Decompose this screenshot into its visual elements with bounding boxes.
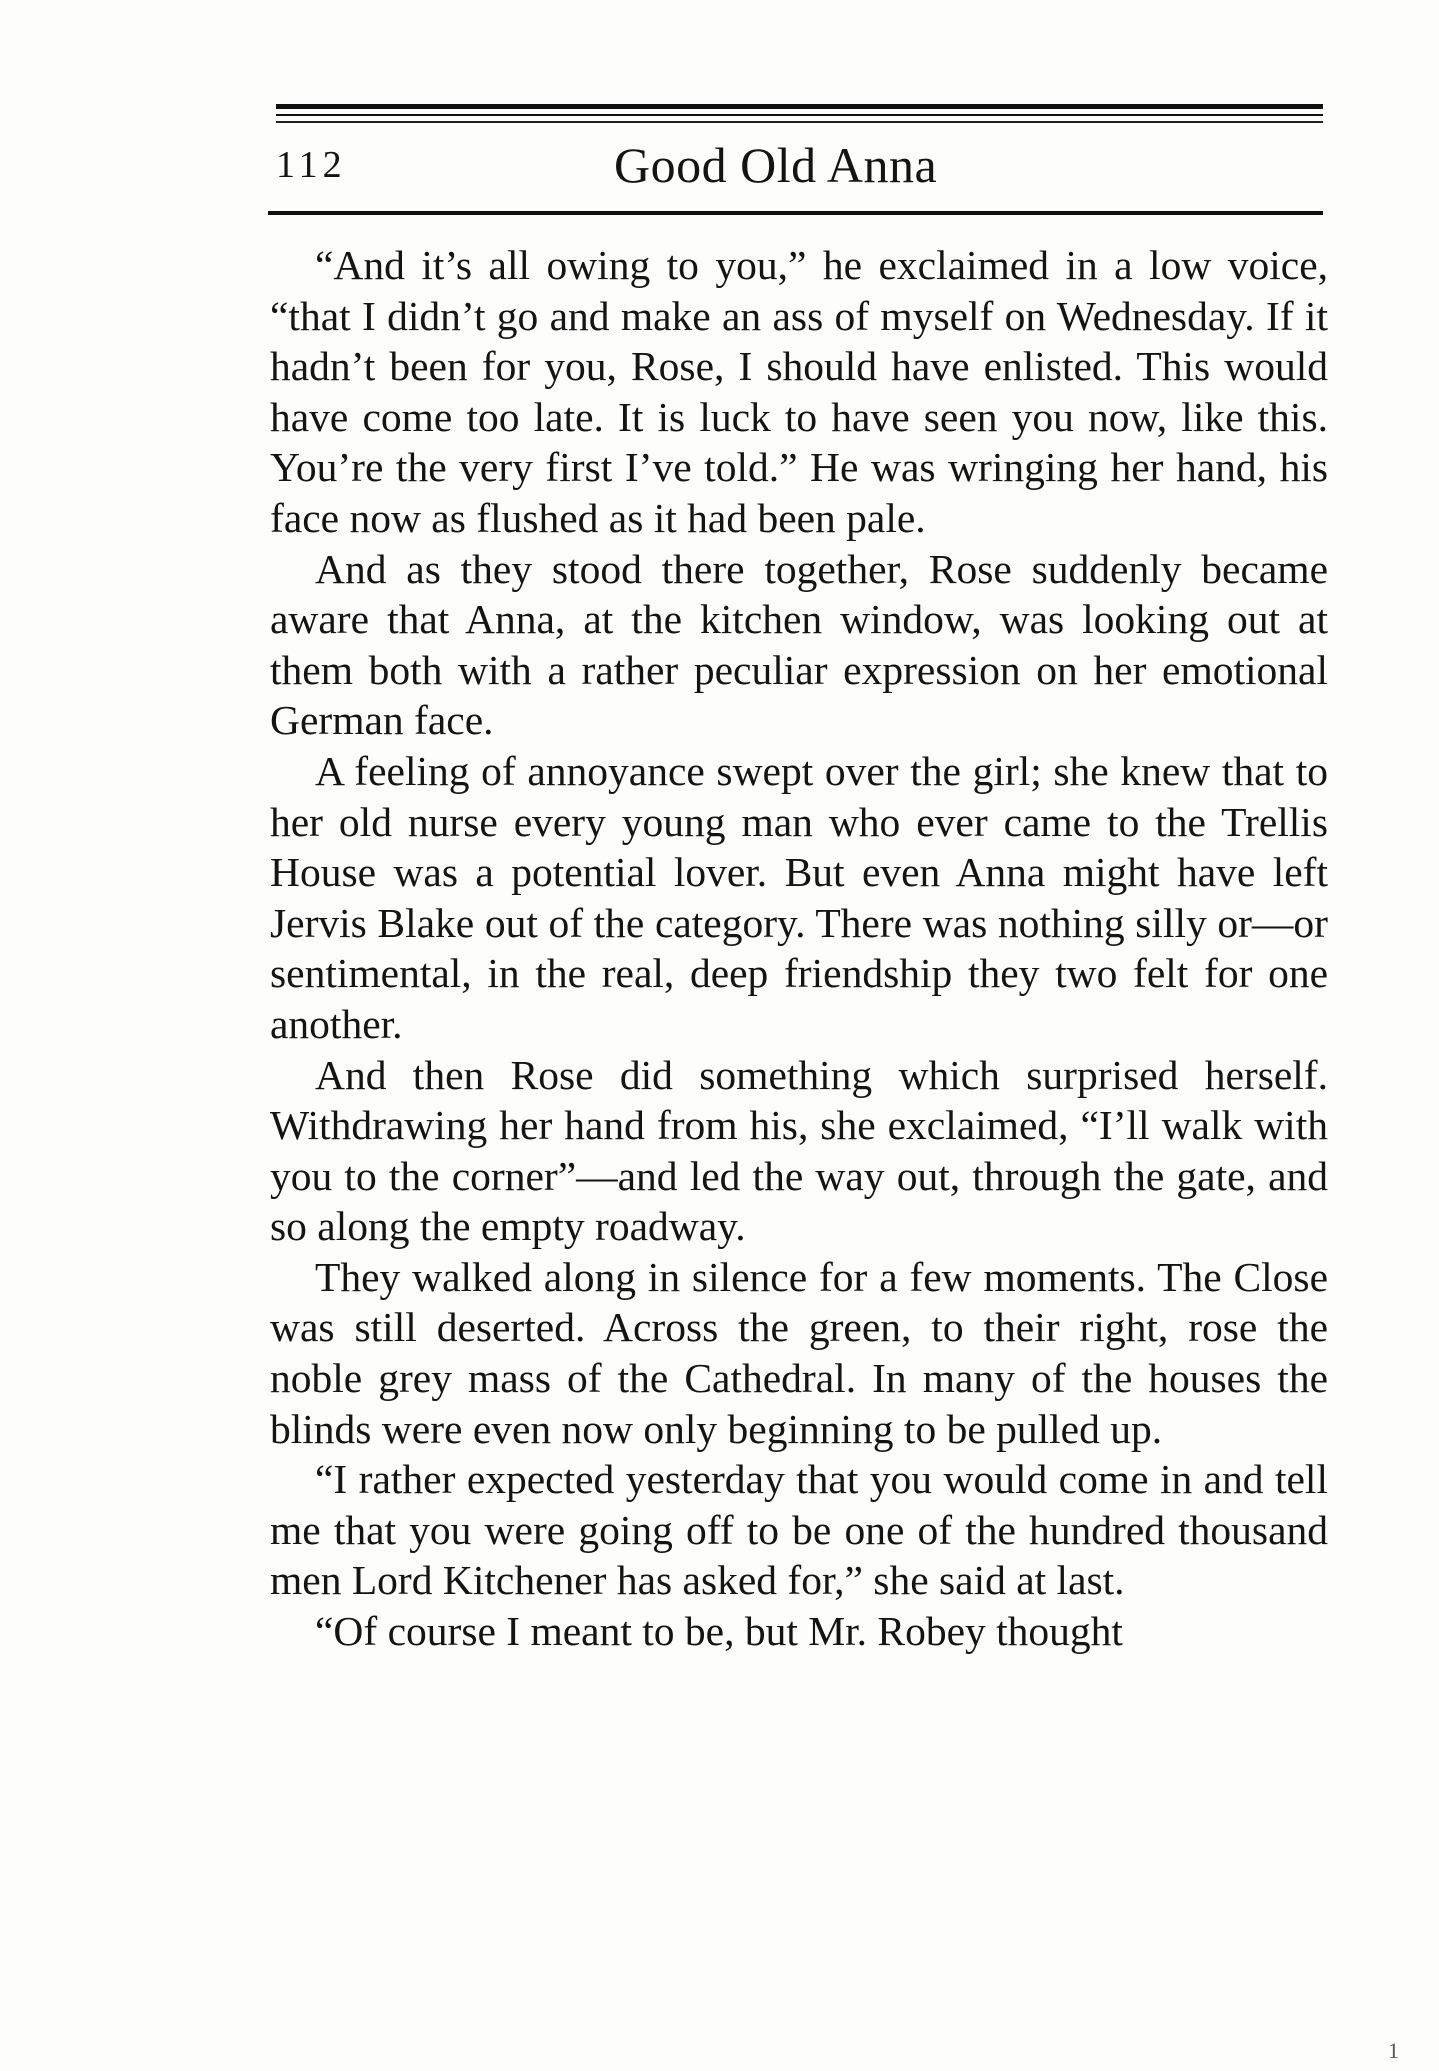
paragraph: And then Rose did something which surprised herself. Withdrawing her hand from his, she exclaimed, “I’ll walk with you to the corner”—and led the way out, through the gate, and so along the empty roadway.	[270, 1051, 1328, 1250]
paragraph: They walked along in silence for a few moments. The Close was still deserted. Across the green, to their right, rose the noble grey mass of the Cathedral. In many of the houses the blinds were even now only beginning to be pulled up.	[270, 1253, 1328, 1452]
header-rule-thick	[276, 104, 1323, 109]
paragraph: “I rather expected yesterday that you would come in and tell me that you were going off to be one of the hundred thousand men Lord Kitchener has asked for,” she said at last.	[270, 1456, 1328, 1604]
paragraph: A feeling of annoyance swept over the girl; she knew that to her old nurse every young man who ever came to the Trellis House was a potential lover. But even Anna might have left Jervis Blake out of the category. There was nothing silly or—or sentimental, in the real, deep friendship they two felt for one another.	[270, 747, 1328, 1047]
header-underline-rule	[268, 211, 1323, 215]
page-edge-mark: 1	[1388, 2038, 1399, 2063]
running-title: Good Old Anna	[614, 137, 938, 193]
paragraph: “And it’s all owing to you,” he exclaimed in a low voice, “that I didn’t go and make an ass of myself on Wednesday. If it hadn’t been for you, Rose, I should have enlisted. This would have come too late. It is luck to have seen you now, like this. You’re the very first I’ve told.” He was wringing her hand, his face now as flushed as it had been pale.	[270, 242, 1328, 541]
body-text	[270, 240, 1328, 1657]
page-number: 112	[276, 144, 347, 186]
header-rule-thin	[276, 114, 1323, 116]
paragraph-continued: “Of course I meant to be, but Mr. Robey thought	[315, 1608, 1123, 1655]
paragraph: And as they stood there together, Rose suddenly became aware that Anna, at the kitchen window, was looking out at them both with a rather peculiar expression on her emotional German face.	[270, 545, 1328, 744]
header-rule-thin-lower	[276, 121, 1323, 123]
